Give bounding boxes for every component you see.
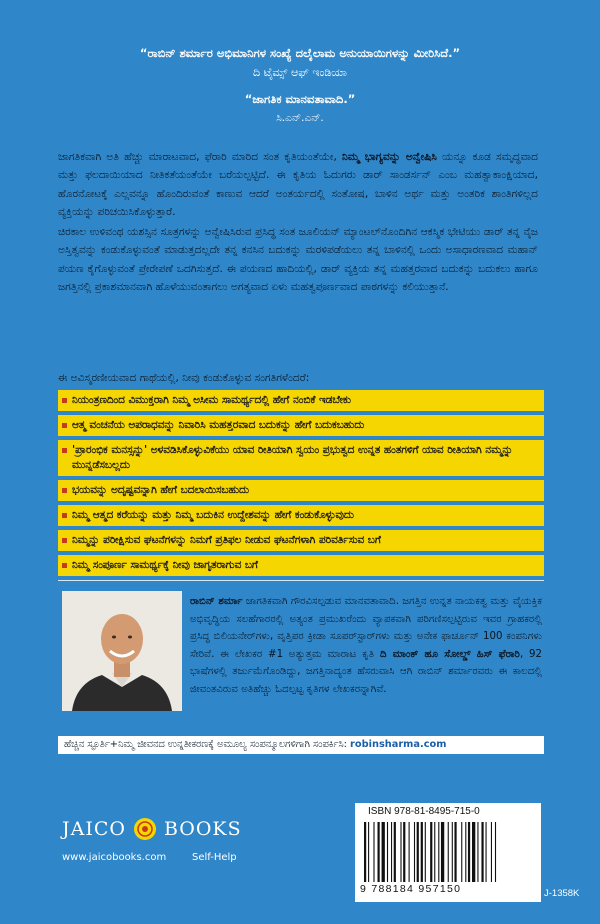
quote-cnn: “ಜಾಗತಿಕ ಮಾನವತಾವಾದಿ.” — [244, 92, 356, 106]
isbn-text: ISBN 978-81-8495-715-0 — [368, 806, 480, 817]
list-item: ನಿಮ್ಮ ಸಂಪೂರ್ಣ ಸಾಮರ್ಥ್ಯಕ್ಕೆ ನೀವು ಜಾಗೃತರಾಗುವ ಬಗೆ — [58, 555, 544, 576]
bio-text: , 92 ಭಾಷೆಗಳಲ್ಲಿ ತರ್ಜುಮೆಗೊಂಡಿದ್ದು, ಜಗತ್ತಿನಾದ್ಯಂತ ಹೆಸರುವಾಸಿ ಆಗಿ ರಾಬಿನ್ ಶರ್ಮಾರವರು ಈ ಕಾಲದಲ್ಲಿ ಜೀವಂತವಿರುವ ಅತಿಹೆಚ್ಚು ಓದಲ್ಪಟ್ಟ ಕೃತಿಗಳ ಲೇಖಕರನ್ನಾಗಿವೆ. — [190, 648, 542, 695]
author-name: ರಾಬಿನ್ ಶರ್ಮಾ — [190, 596, 243, 607]
bio-book-title: ದಿ ಮಾಂಕ್ ಹೂ ಸೋಲ್ಡ್ ಹಿಸ್ ಫೆರಾರಿ — [379, 648, 520, 660]
barcode-icon — [364, 822, 532, 882]
list-item: ನಿಯಂತ್ರಣದಿಂದ ವಿಮುಕ್ತರಾಗಿ ನಿಮ್ಮ ಅಸೀಮ ಸಾಮರ್ಥ್ಯದಲ್ಲಿ ಹೇಗೆ ನಂಬಿಕೆ ಇಡಬೇಕು — [58, 390, 544, 411]
quote-source-cnn: ಸಿ.ಎನ್.ಎನ್. — [276, 112, 324, 124]
book-title-inline: ನಿಮ್ಮ ಭಾಗ್ಯವನ್ನು ಅನ್ವೇಷಿಸಿ — [341, 151, 437, 163]
list-item: ನಿಮ್ಮ ಆತ್ಮದ ಕರೆಯನ್ನು ಮತ್ತು ನಿಮ್ಮ ಬದುಕಿನ ಉದ್ದೇಶವನ್ನು ಹೇಗೆ ಕಂಡುಕೊಳ್ಳುವುದು — [58, 505, 544, 526]
list-item: 'ಪ್ರಾರಂಭಿಕ ಮನಸ್ಸನ್ನು' ಅಳವಡಿಸಿಕೊಳ್ಳುವಿಕೆಯು ಯಾವ ರೀತಿಯಾಗಿ ಸ್ವಯಂ ಪ್ರಭುತ್ವದ ಉನ್ನತ ಹಂತಗಳಿಗೆ ಯಾವ ರೀತಿಯಾಗಿ ನಮ್ಮನ್ನು ಮುನ್ನಡೆಸಬಲ್ಲದು — [58, 440, 544, 476]
divider — [58, 580, 544, 581]
list-item: ಆತ್ಮ ವಂಚನೆಯ ಅಪರಾಧವನ್ನು ನಿವಾರಿಸಿ ಮಹತ್ತರವಾದ ಬದುಕನ್ನು ಹೇಗೆ ಬದುಕಬಹುದು — [58, 415, 544, 436]
contact-strip — [58, 736, 544, 754]
quote-times-of-india: “ರಾಬಿನ್ ಶರ್ಮಾರ ಅಭಿಮಾನಿಗಳ ಸಂಖ್ಯೆ ದಲೈಲಾಮ ಅನುಯಾಯಿಗಳನ್ನು ಮೀರಿಸಿದೆ.” — [139, 46, 461, 60]
synopsis-text: ಜಾಗತಿಕವಾಗಿ ಅತಿ ಹೆಚ್ಚು ಮಾರಾಟವಾದ, ಫೆರಾರಿ ಮಾರಿದ ಸಂತ ಕೃತಿಯಂತೆಯೇ, — [58, 151, 342, 163]
list-item: ನಿಮ್ಮನ್ನು ಪರೀಕ್ಷಿಸುವ ಘಟನೆಗಳನ್ನು ನಿಮಗೆ ಪ್ರತಿಫಲ ನೀಡುವ ಘಟನೆಗಳಾಗಿ ಪರಿವರ್ತಿಸುವ ಬಗೆ — [58, 530, 544, 551]
author-website-link[interactable]: robinsharma.com — [350, 739, 447, 750]
bio-text: ಜಾಗತಿಕವಾಗಿ ಗೌರವಿಸಲ್ಪಡುವ ಮಾನವತಾವಾದಿ. ಜಗತ್ತಿನ ಉನ್ನತ ನಾಯಕತ್ವ ಮತ್ತು ವೈಯಕ್ತಿಕ ಅಭಿವೃದ್ಧಿಯ ಸಲಹೆಗಾರರಲ್ಲಿ ಅತ್ಯಂತ ಪ್ರಮುಖರೆಂದು ವ್ಯಾಪಕವಾಗಿ ಪರಿಗಣಿಸಲ್ಪಟ್ಟಿರುವ ಇವರ ಗ್ರಾಹಕರಲ್ಲಿ ಪ್ರಸಿದ್ಧ ಬಿಲಿಯನೇರ್‌ಗಳು, ವೃತ್ತಿಪರ ಕ್ರೀಡಾ ಸೂಪರ್‌ಸ್ಟಾರ್‌ಗಳು ಮತ್ತು ಅನೇಕ ಫಾರ್ಚೂನ್ 100 ಕಂಪನಿಗಳು ಸೇರಿವೆ. ಈ ಲೇಖಕರ #1 ಅತ್ಯುತ್ತಮ ಮಾರಾಟ ಕೃತಿ — [190, 596, 542, 660]
genre-label: Self-Help — [192, 852, 237, 863]
author-photo — [62, 591, 182, 711]
barcode-digits: 9 788184 957150 — [360, 883, 462, 895]
synopsis-paragraph-2: ಚಿರಕಾಲ ಉಳಿವಂಥ ಯಶಸ್ಸಿನ ಸೂತ್ರಗಳನ್ನು ಅನ್ವೇಷಿಸಿರುವ ಪ್ರಸಿದ್ಧ ಸಂತ ಜೂಲಿಯನ್ ಮ್ಯಾಂಟಲ್‌ನೊಂದಿಗಿನ ಆಕಸ್ಮಿಕ ಭೇಟಿಯು ಡಾರ್ ತನ್ನ ನೈಜ ಅಸ್ತಿತ್ವವನ್ನು ಕಂಡುಕೊಳ್ಳುವಂತೆ ಮಾಡುತ್ತದಲ್ಲದೇ ತನ್ನ ಕನಸಿನ ಬದುಕನ್ನು ಮರಳಿಪಡೆಯಲು ತನ್ನ ಬಾಳಿನಲ್ಲಿ ಒಂದು ಅಸಾಧಾರಣವಾದ ಮಹಾನ್ ಪಯಣ ಕೈಗೊಳ್ಳುವಂತೆ ಪ್ರೇರೇಪಣೆ ಒದಗಿಸುತ್ತದೆ. ಈ ಪಯಣದ ಹಾದಿಯಲ್ಲಿ, ಡಾರ್ ವ್ಯಕ್ತಿಯ ತನ್ನ ಮಹತ್ತರವಾದ ಬದುಕನ್ನು ಬದುಕಲು ಹಾಗೂ ಜಗತ್ತಿನಲ್ಲಿ ಪ್ರಕಾಶಮಾನವಾಗಿ ಹೊಳೆಯುವಂತಾಗಲು ಅಗತ್ಯವಾದ ಏಳು ಮಹತ್ವಪೂರ್ಣವಾದ ಪಾಠಗಳನ್ನು ಕಲಿಯುತ್ತಾನೆ. — [58, 226, 538, 294]
synopsis-paragraph-3: ಈ ಅವಿಸ್ಮರಣೀಯವಾದ ಗಾಥೆಯಲ್ಲಿ, ನೀವು ಕಂಡುಕೊಳ್ಳುವ ಸಂಗತಿಗಳೆಂದರೆ: — [58, 372, 310, 384]
contact-text: ಹೆಚ್ಚಿನ ಸ್ಫೂರ್ತಿ+ನಿಮ್ಮ ಜೀವನದ ಉನ್ನತೀಕರಣಕ್ಕೆ ಅಮೂಲ್ಯ ಸಂಪನ್ಮೂಲಗಳಿಗಾಗಿ ಸಂಪರ್ಕಿಸಿ: — [64, 739, 347, 750]
synopsis-paragraph-1 — [58, 148, 538, 222]
quote-source-times-of-india: ದಿ ಟೈಮ್ಸ್ ಆಫ್ ಇಂಡಿಯಾ — [253, 66, 347, 79]
author-portrait-icon — [62, 591, 182, 711]
list-item: ಭಯವನ್ನು ಅದೃಷ್ಟವನ್ನಾಗಿ ಹೇಗೆ ಬದಲಾಯಿಸಬಹುದು — [58, 480, 544, 501]
synopsis-text: ಯನ್ನೂ ಕೂಡ ಸಮೃದ್ಧವಾದ ಮತ್ತು ಫಲದಾಯಿಯಾದ ನೀತಿಕತೆಯಂತೆಯೇ ಬರೆಯಲ್ಪಟ್ಟಿದೆ. ಈ ಕೃತಿಯ ಓದುಗರು ಡಾರ್ ಸಾಂಡರ್ಸನ್ ಎಂಬ ಮಹತ್ವಾಕಾಂಕ್ಷಿಯಾದ, ಹೊರನೋಟಕ್ಕೆ ಎಲ್ಲವನ್ನೂ ಹೊಂದಿರುವಂತೆ ಕಾಣುವ ಆದರೆ ಅಂತರ್ಯದಲ್ಲಿ ಸಂತೋಷ, ಬಾಳಿನ ಅರ್ಥ ಮತ್ತು ಅಂತರಿಕ ಶಾಂತಿಗಳಿಲ್ಲದ ವ್ಯಕ್ತಿಯನ್ನು ಪರಿಚಯಿಸಿಕೊಳ್ಳುತ್ತಾರೆ. — [58, 151, 538, 219]
author-bio — [190, 593, 542, 699]
sun-icon — [132, 816, 158, 842]
publisher-name-left: JAICO — [62, 818, 126, 840]
publisher-name-right: BOOKS — [163, 818, 242, 840]
product-code: J-1358K — [544, 888, 580, 899]
publisher-website[interactable]: www.jaicobooks.com — [62, 852, 167, 863]
highlight-list — [58, 390, 544, 580]
publisher-logo — [62, 816, 242, 842]
